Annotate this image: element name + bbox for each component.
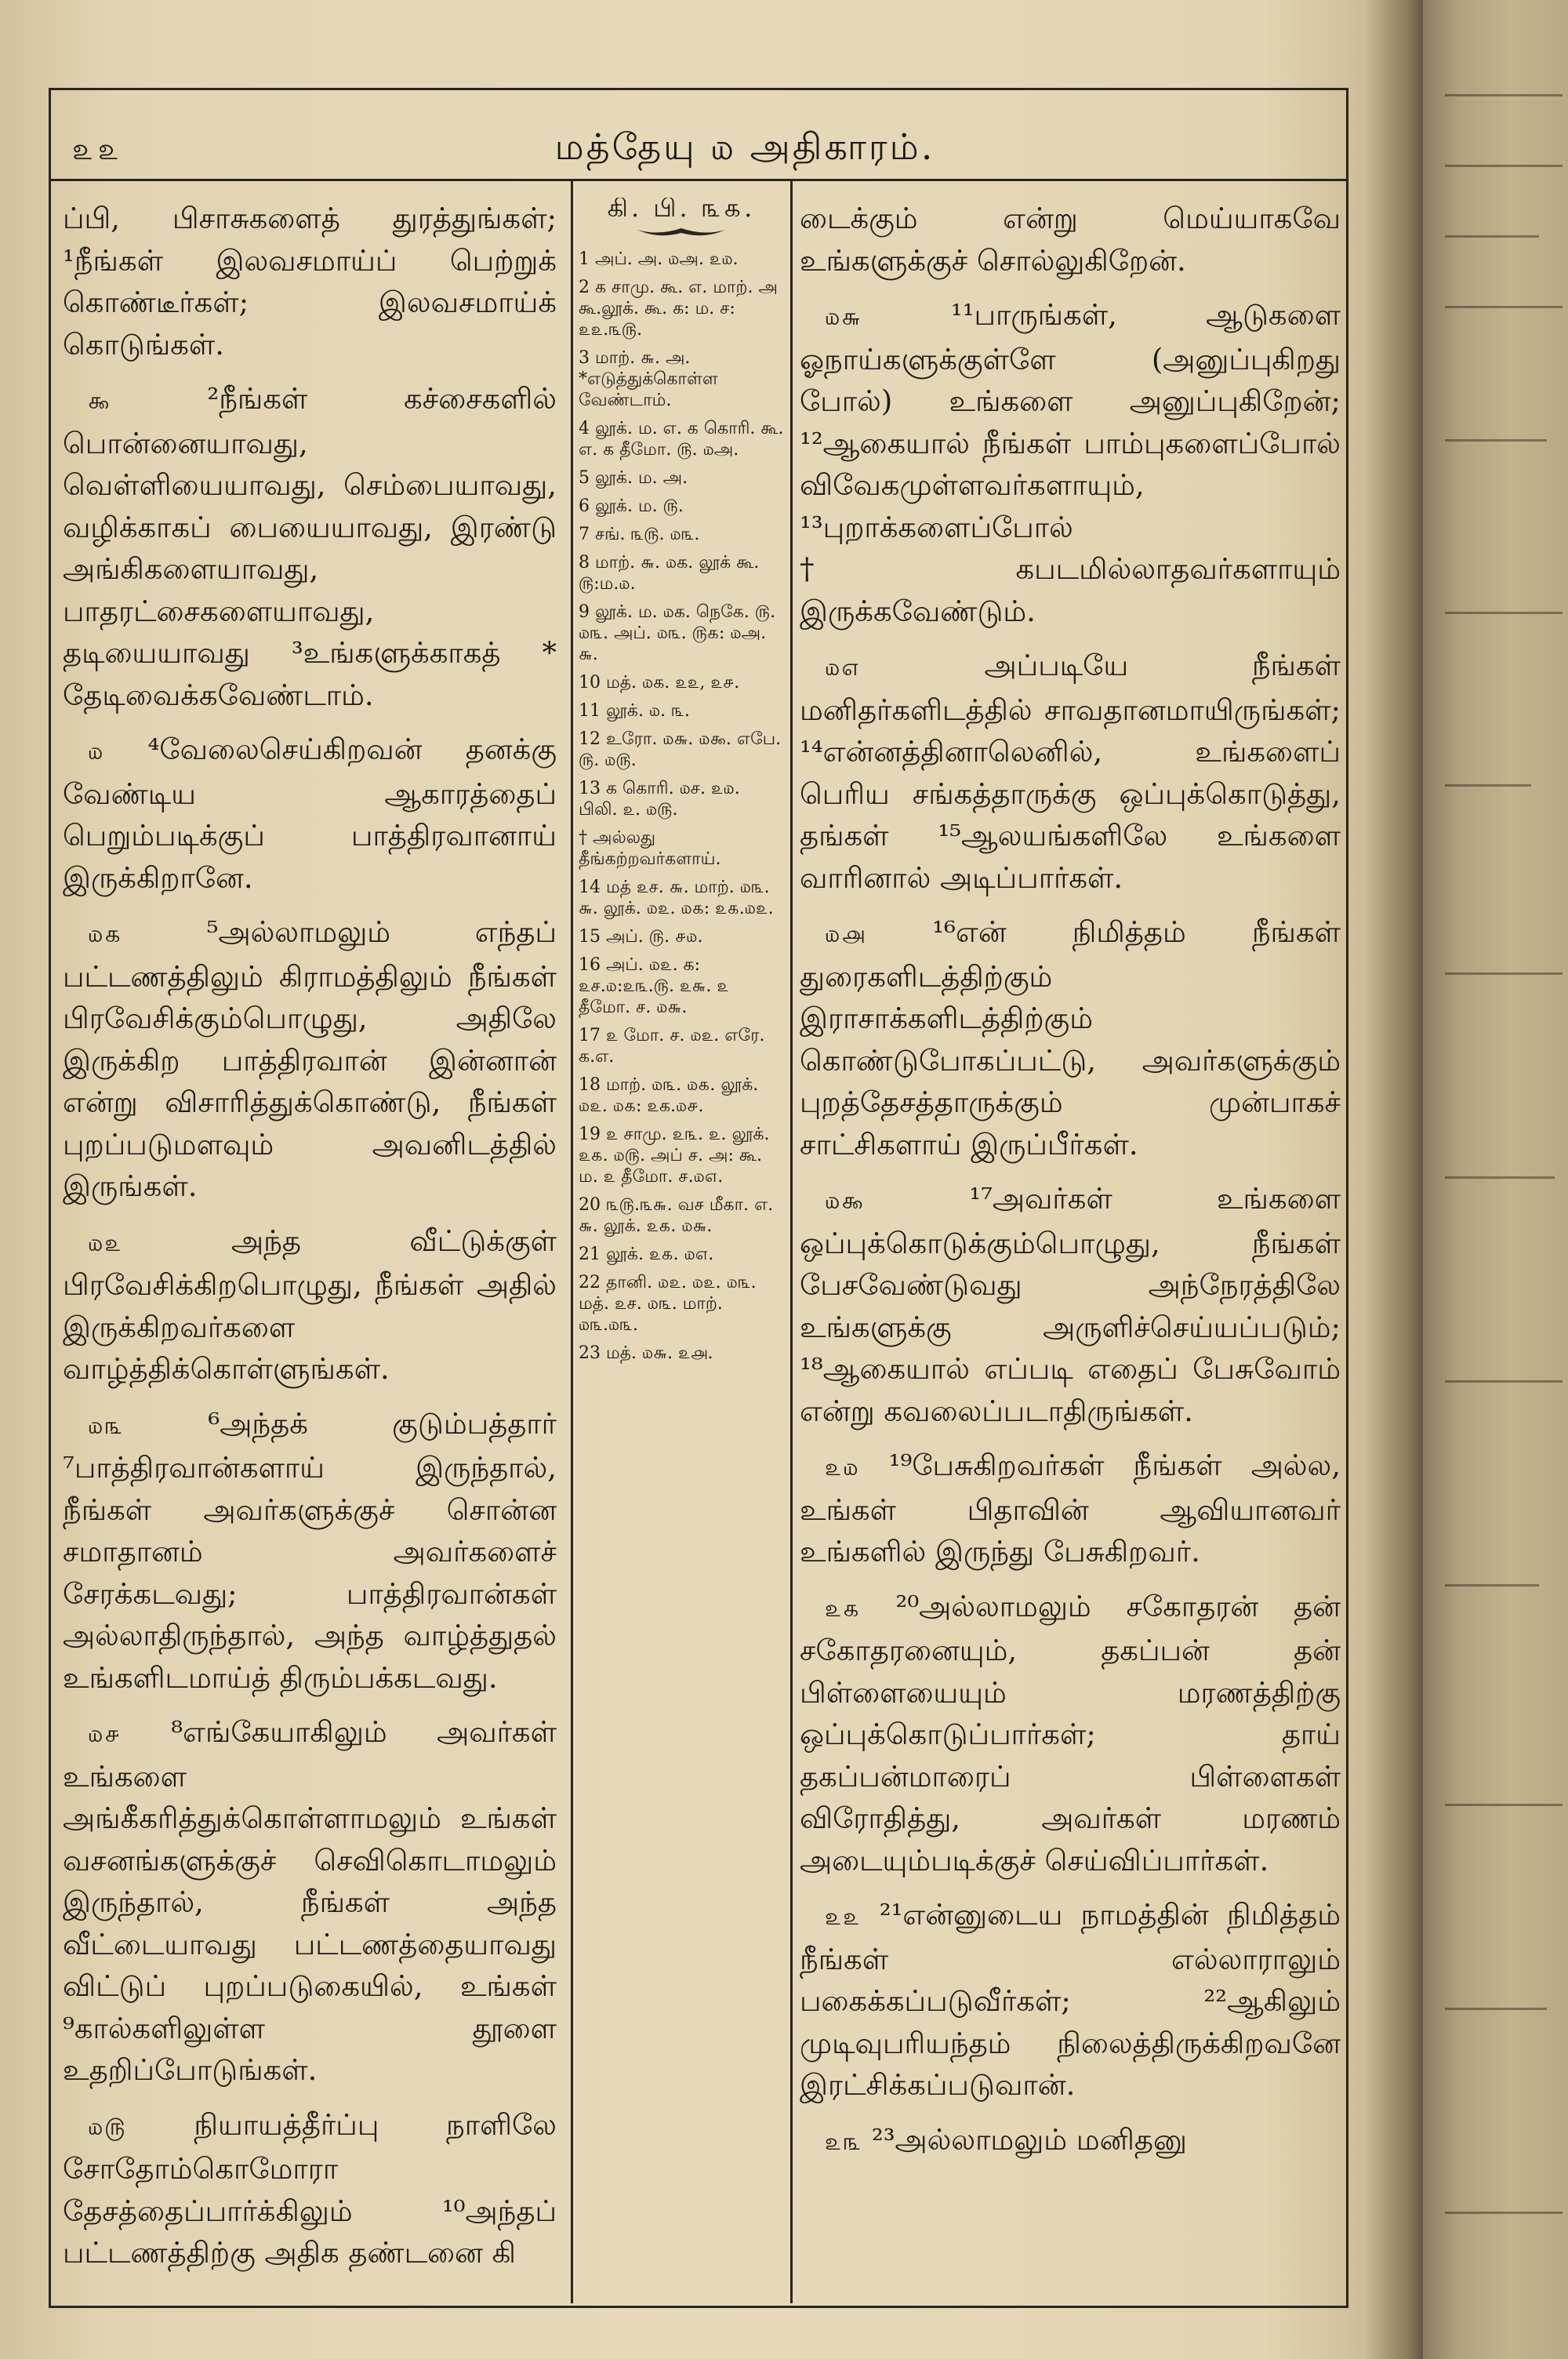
verse-paragraph <box>63 1403 557 1699</box>
verse-text: நியாயத்தீர்ப்பு நாளிலே சோதோம்கொமோரா தேசத்தைப்பார்க்கிலும் ¹⁰அந்தப் பட்டணத்திற்கு அதிக தண்டனை கி <box>63 2107 557 2270</box>
verse-number: ௨௩ <box>825 2128 863 2156</box>
verse-paragraph <box>800 2119 1341 2164</box>
verse-number: ௰௮ <box>825 921 867 948</box>
page-number: ௨௨ <box>72 132 124 166</box>
verse-paragraph <box>63 2104 557 2274</box>
verse-text: அந்த வீட்டுக்குள் பிரவேசிக்கிறபொழுது, நீங்கள் அதில் இருக்கிறவர்களை வாழ்த்திக்கொள்ளுங்கள். <box>63 1223 557 1386</box>
ornament-flourish <box>634 224 728 241</box>
margin-note: 1 அப். அ. ௰அ. ௨௰. <box>579 249 739 269</box>
left-text-column <box>63 198 557 2292</box>
verse-text: ¹¹பாருங்கள், ஆடுகளை ஓநாய்களுக்குள்ளே (அனுப்புகிறது போல்) உங்களை அனுப்புகிறேன்; ¹²ஆகையால் நீங்கள் பாம்புகளைப்போல் விவேகமுள்ளவர்களாயும், ¹³புறாக்களைப்போல் †கபடமில்லாதவர்களாயும் இருக்கவேண்டும். <box>800 298 1341 628</box>
verse-paragraph <box>800 645 1341 899</box>
verse-text: ²⁰அல்லாமலும் சகோதரன் தன் சகோதரனையும், தகப்பன் தன் பிள்ளையையும் மரணத்திற்கு ஒப்புக்கொடுப்பார்கள்; தாய் தகப்பன்மாரைப் பிள்ளைகள் விரோதித்து, அவர்கள் மரணம் அடையும்படிக்குச் செய்விப்பார்கள். <box>800 1589 1341 1877</box>
verse-text: ²³அல்லாமலும் மனிதனு <box>871 2122 1187 2157</box>
verse-number: ௰ <box>88 738 105 765</box>
margin-note: 7 சங். ௩௫. ௰௩. <box>579 525 700 544</box>
margin-note: 22 தானி. ௰௨. ௰௨. ௰௩. மத். ௨ச. ௰௩. மாற். ௰௩.௰௩. <box>579 1273 757 1335</box>
verse-paragraph <box>63 1711 557 2092</box>
verse-text: டைக்கும் என்று மெய்யாகவே உங்களுக்குச் சொல்லுகிறேன். <box>800 202 1341 278</box>
column-rule-left <box>571 181 573 2303</box>
verse-number: ௰௫ <box>88 2113 127 2141</box>
verse-paragraph <box>63 198 557 365</box>
margin-note: 20 ௩௫.௩௬. வச மீகா. எ. ௬. லூக். ௨௧. ௰௬. <box>579 1195 774 1236</box>
verse-text: ⁸எங்கேயாகிலும் அவர்கள் உங்களை அங்கீகரித்துக்கொள்ளாமலும் உங்கள் வசனங்களுக்குச் செவிகொடாமலும் இருந்தால், நீங்கள் அந்த வீட்டையாவது பட்டணத்தையாவது விட்டுப் புறப்படுகையில், உங்கள் ⁹கால்களிலுள்ள தூளை உதறிப்போடுங்கள். <box>63 1715 557 2087</box>
margin-note: 19 ௨ சாமு. ௨௩. ௨. லூக். ௨௧. ௰௫. அப் ச. அ: கூ. ம. ௨ தீமோ. ச.௰௭. <box>579 1125 770 1187</box>
verse-number: ௰௪ <box>88 1721 122 1748</box>
verse-text: ¹⁶என் நிமித்தம் நீங்கள் துரைகளிடத்திற்கும் இராசாக்களிடத்திற்கும் கொண்டுபோகப்பட்டு, அவர்களுக்கும் புறத்தேசத்தாருக்கும் முன்பாகச் சாட்சிகளாய் இருப்பீர்கள். <box>800 915 1341 1161</box>
margin-note: 2 க சாமு. கூ. எ. மாற். அ கூ.லூக். கூ. க: ம. ச: ௨௨.௩௫. <box>579 278 778 340</box>
margin-references <box>579 198 784 2292</box>
verse-paragraph <box>800 911 1341 1165</box>
verse-paragraph <box>800 1894 1341 2106</box>
verse-number: ௰௧ <box>88 921 122 948</box>
margin-note: † அல்லது தீங்கற்றவர்களாய். <box>579 828 721 869</box>
verse-text: ⁴வேலைசெய்கிறவன் தனக்கு வேண்டிய ஆகாரத்தைப் பெறும்படிக்குப் பாத்திரவானாய் இருக்கிறானே. <box>63 732 557 895</box>
margin-note: 10 மத். ௰க. ௨௨, ௨௪. <box>579 673 740 692</box>
margin-note: 16 அப். ௰௨. க: ௨ச.௰:௨௩.௫. ௨௬. ௨ தீமோ. ச. ௰௬. <box>579 955 729 1017</box>
verse-number: ௰௩ <box>88 1412 125 1440</box>
verse-number: ௨௨ <box>825 1903 862 1931</box>
verse-paragraph <box>800 294 1341 632</box>
verse-number: ௨௧ <box>825 1594 861 1623</box>
verse-paragraph <box>63 1220 557 1390</box>
verse-text: ²¹என்னுடைய நாமத்தின் நிமித்தம் நீங்கள் எல்லாராலும் பகைக்கப்படுவீர்கள்; ²²ஆகிலும் முடிவுபரியந்தம் நிலைத்திருக்கிறவனே இரட்சிக்கப்படுவான். <box>800 1898 1341 2102</box>
verse-number: ௰௭ <box>825 654 861 682</box>
right-text-column <box>800 198 1341 2292</box>
adjacent-page-edge <box>1423 0 1568 2359</box>
verse-number: ௰௨ <box>88 1229 123 1257</box>
verse-text: ¹⁹பேசுகிறவர்கள் நீங்கள் அல்ல, உங்கள் பிதாவின் ஆவியானவர் உங்களில் இருந்து பேசுகிறவர். <box>800 1448 1341 1568</box>
verse-text: ⁶அந்தக் குடும்பத்தார் ⁷பாத்திரவான்களாய் இருந்தால், நீங்கள் அவர்களுக்குச் சொன்ன சமாதானம் அவர்களைச் சேரக்கடவது; பாத்திரவான்கள் அல்லாதிருந்தால், அந்த வாழ்த்துதல் உங்களிடமாய்த் திரும்பக்கடவது. <box>63 1406 557 1695</box>
verse-text: ப்பி, பிசாசுகளைத் துரத்துங்கள்; ¹நீங்கள் இலவசமாய்ப் பெற்றுக் கொண்டீர்கள்; இலவசமாய்க் கொடுங்கள். <box>63 202 557 362</box>
verse-number: ௨௰ <box>825 1454 860 1481</box>
running-head: மத்தேயு ௰ அதிகாரம். <box>554 125 935 168</box>
verse-paragraph <box>63 378 557 716</box>
margin-note: 11 லூக். ௰. ௩. <box>579 701 690 721</box>
verse-text: ¹⁷அவர்கள் உங்களை ஒப்புக்கொடுக்கும்பொழுது, நீங்கள் பேசவேண்டுவது அந்நேரத்திலே உங்களுக்கு அருளிச்செய்யப்படும்; ¹⁸ஆகையால் எப்படி எதைப் பேசுவோம் என்று கவலைப்படாதிருங்கள். <box>800 1182 1341 1428</box>
margin-note: 15 அப். ௫. ௪௰. <box>579 927 703 947</box>
margin-note: 18 மாற். ௰௩. ௰௧. லூக். ௰௨. ௰௧: ௨க.௰௪. <box>579 1075 759 1116</box>
margin-note: 14 மத் ௨ச. ௬. மாற். ௰௩. ௬. லூக். ௰௨. ௰௧: ௨௧.௰௨. <box>579 878 774 918</box>
verse-paragraph <box>800 1586 1341 1882</box>
verse-text: ²நீங்கள் கச்சைகளில் பொன்னையாவது, வெள்ளியையாவது, செம்பையாவது, வழிக்காகப் பையையாவது, இரண்டு அங்கிகளையாவது, பாதரட்சைகளையாவது, தடியையாவது ³உங்களுக்காகத் * தேடிவைக்கவேண்டாம். <box>63 382 557 712</box>
margin-heading: கி. பி. ௩௧. <box>607 198 756 223</box>
margin-note: 13 க கொரி. ௰ச. ௨௰. பிலி. ௨. ௰௫. <box>579 779 740 820</box>
margin-notes-list <box>579 249 784 1364</box>
verse-number: ௯ <box>88 387 111 415</box>
verse-paragraph <box>63 729 557 899</box>
margin-note: 12 உரோ. ௰௬. ௰௯. எபே. ௫. ௰௫. <box>579 729 782 770</box>
margin-note: 5 லூக். ம. அ. <box>579 468 688 488</box>
margin-note: 3 மாற். ௬. அ. *எடுத்துக்கொள்ள வேண்டாம். <box>579 348 718 410</box>
margin-note: 8 மாற். ௬. ௰க. லூக் கூ. ௫:ம.௰. <box>579 553 760 594</box>
margin-note: 6 லூக். ம. ௫. <box>579 496 684 516</box>
header-rule <box>49 179 1348 181</box>
verse-text: அப்படியே நீங்கள் மனிதர்களிடத்தில் சாவதானமாயிருங்கள்; ¹⁴என்னத்தினாலெனில், உங்களைப் பெரிய சங்கத்தாருக்கு ஒப்புக்கொடுத்து, தங்கள் ¹⁵ஆலயங்களிலே உங்களை வாரினால் அடிப்பார்கள். <box>800 649 1341 895</box>
verse-paragraph <box>800 198 1341 282</box>
verse-paragraph <box>800 1445 1341 1573</box>
margin-note: 21 லூக். ௨௧. ௰௭. <box>579 1245 714 1264</box>
margin-note: 4 லூக். ம. எ. க கொரி. கூ. எ. க தீமோ. ௫. ௰அ. <box>579 419 784 460</box>
verse-number: ௰௯ <box>825 1187 866 1215</box>
verse-paragraph <box>63 911 557 1208</box>
verse-number: ௰௬ <box>825 304 862 331</box>
margin-note: 17 ௨ மோ. ச. ௰௨. எரே. க.எ. <box>579 1026 765 1067</box>
margin-note: 9 லூக். ம. ௰க. நெகே. ௫. ௰௩. அப். ௰௩. ௫௧: ௰அ. ௬. <box>579 602 776 664</box>
gutter-shadow <box>1364 0 1427 2359</box>
verse-text: ⁵அல்லாமலும் எந்தப் பட்டணத்திலும் கிராமத்திலும் நீங்கள் பிரவேசிக்கும்பொழுது, அதிலே இருக்கிற பாத்திரவான் இன்னான் என்று விசாரித்துக்கொண்டு, நீங்கள் புறப்படுமளவும் அவனிடத்தில் இருங்கள். <box>63 915 557 1203</box>
margin-note: 23 மத். ௰௬. ௨௮. <box>579 1343 713 1363</box>
verse-paragraph <box>800 1178 1341 1432</box>
column-rule-right <box>790 181 793 2303</box>
